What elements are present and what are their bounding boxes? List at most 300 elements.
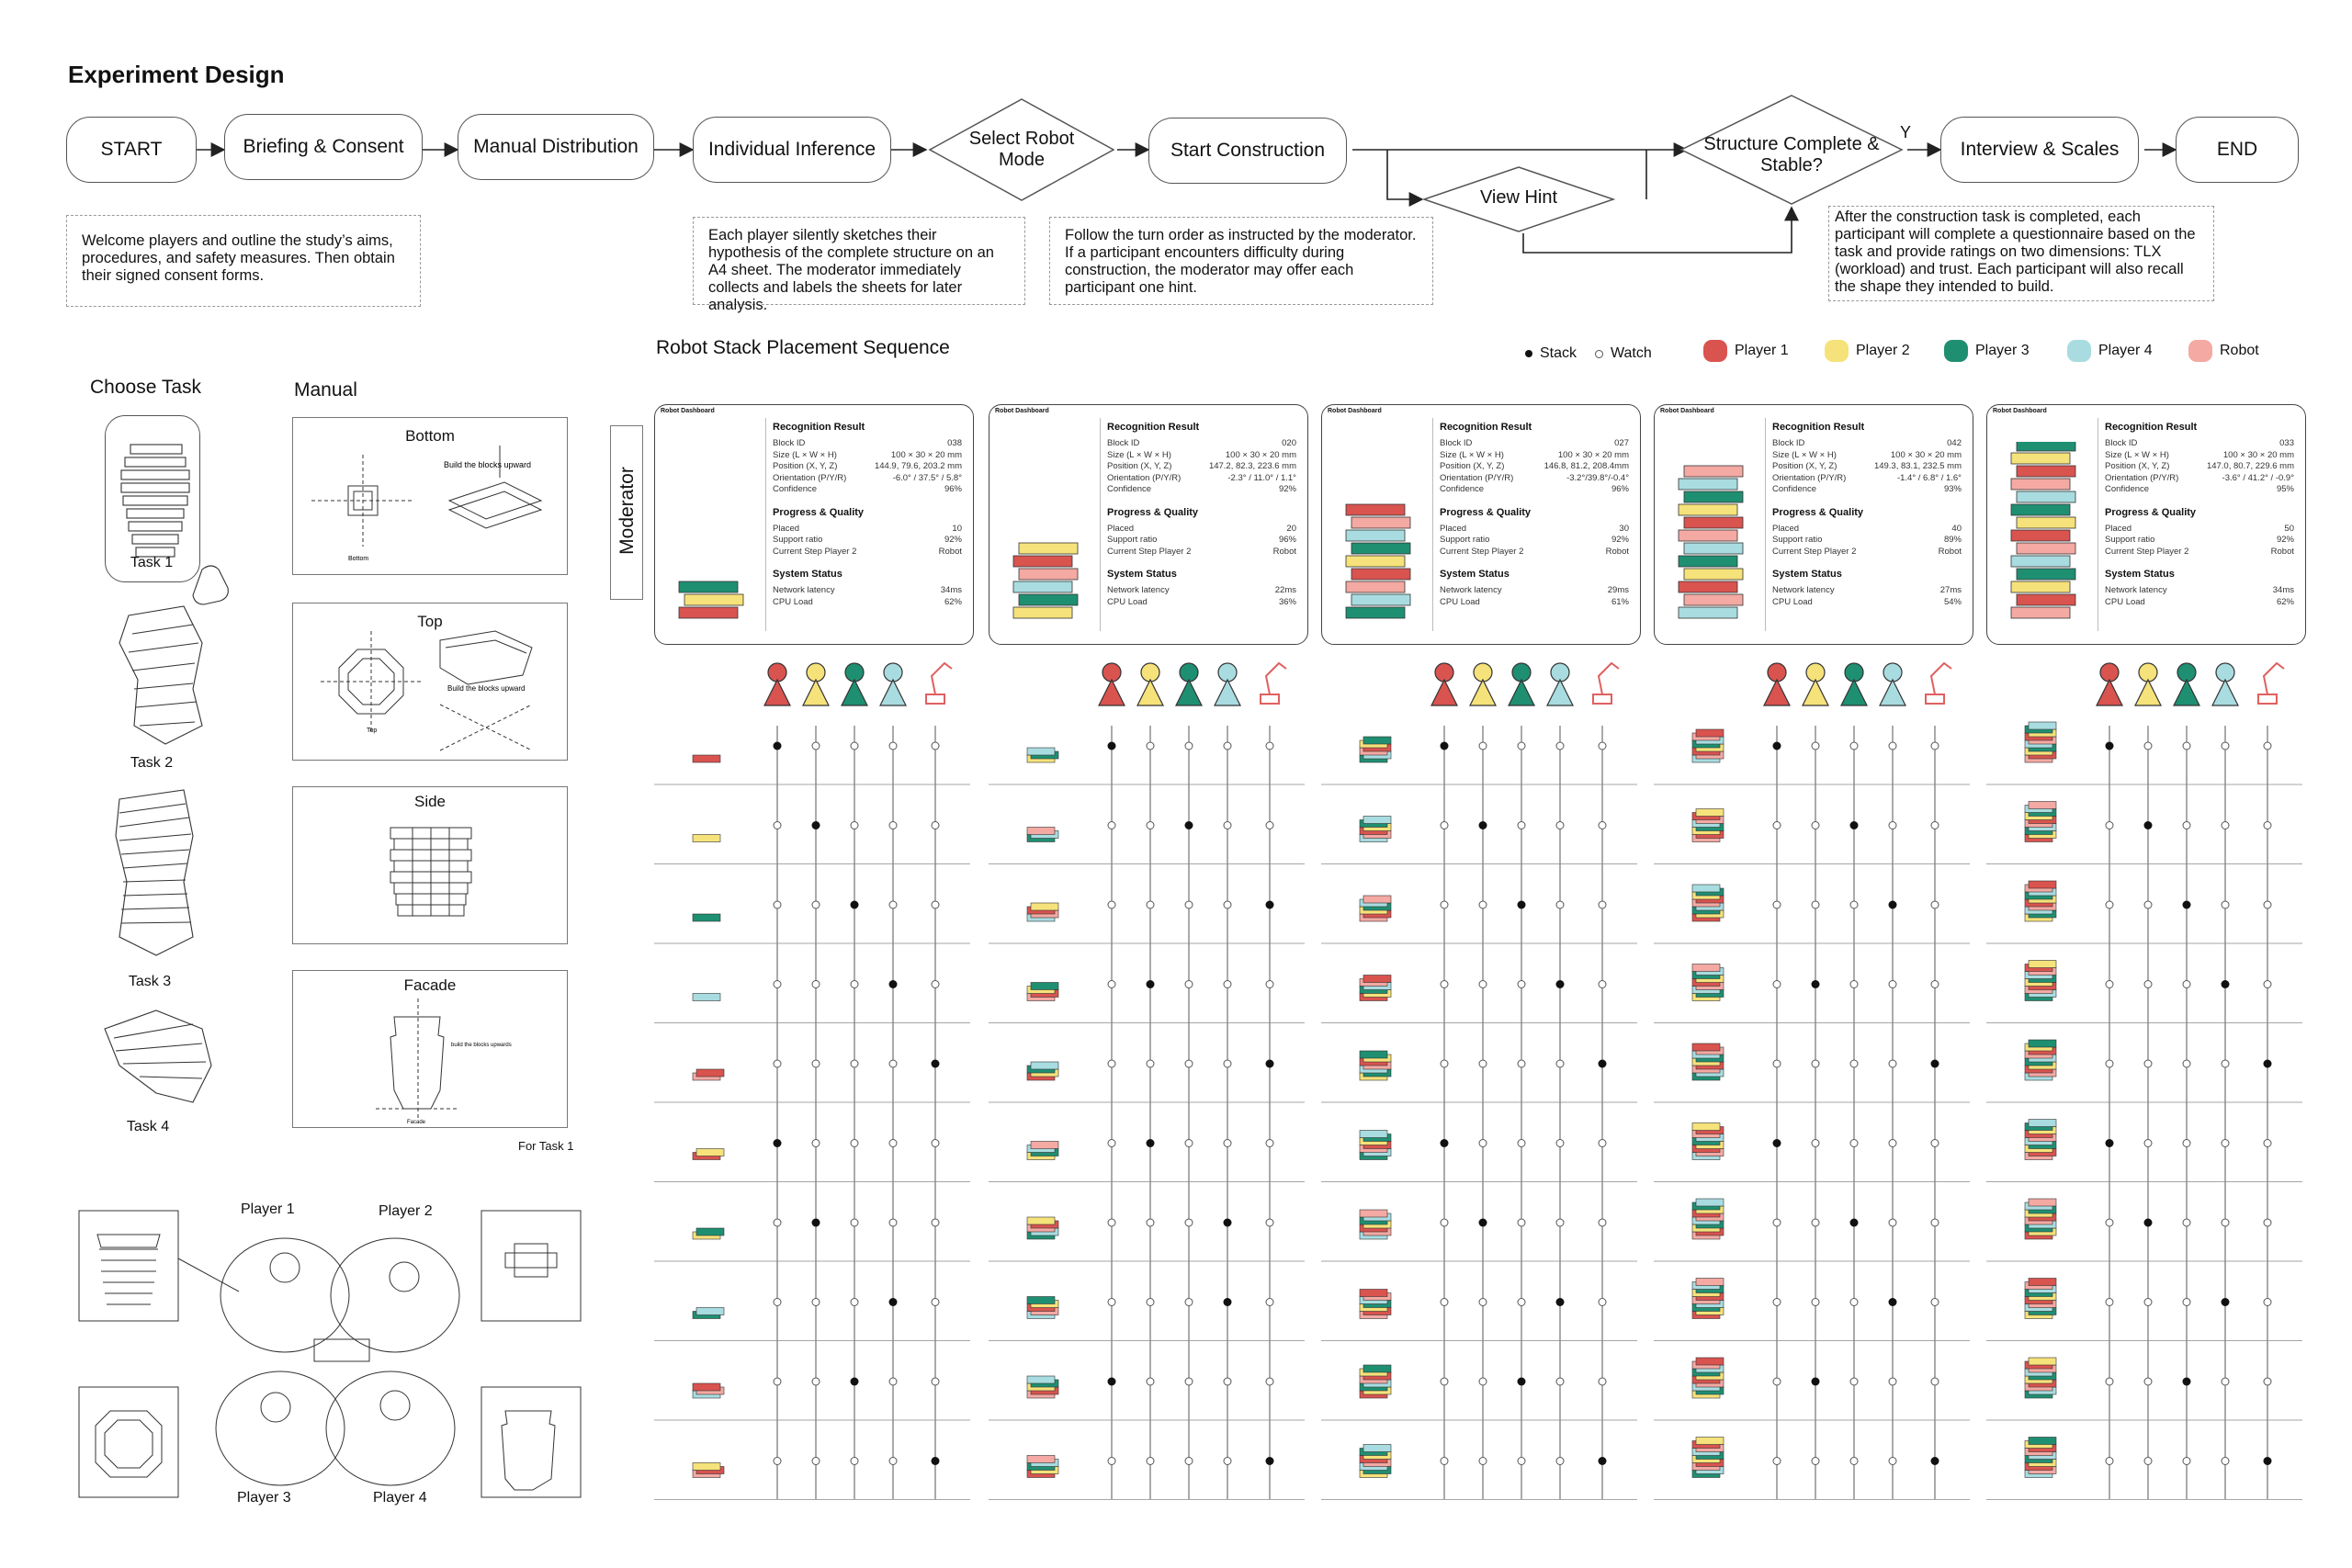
choose-task-label: Choose Task xyxy=(90,377,202,398)
stack-dot xyxy=(1266,901,1274,909)
watch-dot xyxy=(889,822,897,829)
svg-text:Build the blocks upward: Build the blocks upward xyxy=(444,460,532,469)
watch-dot xyxy=(774,1060,781,1067)
watch-dot xyxy=(1599,981,1606,988)
watch-dot xyxy=(1518,1060,1525,1067)
watch-dot xyxy=(1441,981,1448,988)
watch-dot xyxy=(851,1219,858,1226)
watch-dot xyxy=(1266,742,1273,750)
briefing-node: Briefing & Consent xyxy=(224,114,423,180)
player-1-body xyxy=(764,680,790,705)
sequence-block xyxy=(2029,802,2056,809)
watch-dot xyxy=(774,901,781,908)
sequence-block xyxy=(1027,748,1055,755)
watch-dot xyxy=(1889,1140,1896,1147)
dashboard-header: Robot Dashboard xyxy=(1993,408,2047,414)
watch-dot xyxy=(2222,1458,2229,1465)
watch-dot xyxy=(1479,981,1487,988)
watch-dot xyxy=(1556,1140,1564,1147)
watch-dot xyxy=(1147,742,1154,750)
stack-dot xyxy=(1931,1060,1939,1068)
player-3-body xyxy=(2174,680,2199,705)
stack-dot xyxy=(1266,1060,1274,1068)
watch-dot xyxy=(1518,981,1525,988)
player-1-body xyxy=(1764,680,1790,705)
sequence-block xyxy=(1696,1199,1724,1206)
after-note: After the construction task is completed, each participant will complete a questionnaire based on the task and provide ratings on two dimensions: TLX (workload) and trust. Each participant will also recall the shape they intended to build. xyxy=(1828,206,2214,301)
stack-dot xyxy=(1108,742,1116,750)
sequence-block xyxy=(2029,1040,2056,1047)
manual-facade-title: Facade xyxy=(403,976,457,994)
player-2-label: Player 2 xyxy=(379,1203,433,1219)
watch-dot xyxy=(1479,1458,1487,1465)
watch-dot xyxy=(2264,1219,2271,1226)
legend-player-2: Player 2 xyxy=(1825,340,1910,362)
dashboard-header: Robot Dashboard xyxy=(1660,408,1714,414)
legend-stack: Stack xyxy=(1525,345,1577,362)
sequence-title: Robot Stack Placement Sequence xyxy=(656,337,950,358)
stack-dot xyxy=(1441,742,1449,750)
sequence-block xyxy=(693,1463,720,1471)
dashboard-header: Robot Dashboard xyxy=(661,408,715,414)
watch-dot xyxy=(1147,822,1154,829)
stack-dot xyxy=(812,821,820,829)
turn-note: Follow the turn order as instructed by the moderator. If a participant encounters difficulty during construction, the moderator may offer each participant one hint. xyxy=(1049,217,1433,305)
watch-dot xyxy=(1108,1060,1115,1067)
stack-dot xyxy=(1518,1378,1526,1386)
watch-dot xyxy=(889,1140,897,1147)
sequence-block xyxy=(1027,1297,1055,1304)
sequence-block xyxy=(693,1383,720,1391)
watch-dot xyxy=(1812,901,1819,908)
watch-dot xyxy=(1812,1299,1819,1306)
sequence-block xyxy=(1360,1210,1387,1217)
watch-dot xyxy=(1479,742,1487,750)
watch-dot xyxy=(1185,1219,1193,1226)
watch-dot xyxy=(774,1378,781,1385)
watch-dot xyxy=(2144,1060,2152,1067)
watch-dot xyxy=(774,981,781,988)
watch-dot xyxy=(1224,1378,1231,1385)
watch-dot xyxy=(1556,822,1564,829)
watch-dot xyxy=(2264,742,2271,750)
watch-dot xyxy=(1266,1299,1273,1306)
watch-dot xyxy=(1599,742,1606,750)
stack-dot xyxy=(2144,821,2153,829)
sequence-block xyxy=(693,914,720,921)
watch-dot xyxy=(1850,981,1858,988)
sequence-block xyxy=(1696,1438,1724,1445)
stack-dot xyxy=(1773,742,1781,750)
watch-dot xyxy=(889,1219,897,1226)
sequence-block xyxy=(1031,1142,1058,1149)
svg-text:build the blocks upwards: build the blocks upwards xyxy=(451,1043,512,1048)
robot-dashboard: Robot Dashboard Recognition Result Block ID 042 Size (L × W × H) 100 × 30 × 20 mm Position (X, Y, Z) 149.3, 83.1, 232.5 mm Orientation (P/Y/R) -1.4° / 6.8° / 1.6° Confidence 93% Progress & Quality Placed 40 Support ratio 89% Current Step Player 2 Robot System Status Network latency 27ms CPU Load 54% xyxy=(1654,404,1973,645)
sequence-block xyxy=(1360,1290,1387,1297)
watch-dot xyxy=(2144,981,2152,988)
stack-dot xyxy=(2106,742,2114,750)
sequence-block xyxy=(1027,1217,1055,1224)
watch-dot xyxy=(2264,1299,2271,1306)
select-mode-decision: Select Robot Mode xyxy=(968,129,1075,170)
view-hint-decision: View Hint xyxy=(1479,187,1558,208)
watch-dot xyxy=(932,1299,939,1306)
watch-dot xyxy=(2106,1299,2113,1306)
watch-dot xyxy=(2144,1458,2152,1465)
watch-dot xyxy=(1556,1378,1564,1385)
sequence-block xyxy=(2029,1279,2056,1286)
stack-dot xyxy=(1599,1060,1607,1068)
stack-dot xyxy=(932,1060,940,1068)
player-3-body xyxy=(842,680,867,705)
stack-dot xyxy=(1889,901,1897,909)
watch-dot xyxy=(1889,1060,1896,1067)
stack-dot xyxy=(1266,1457,1274,1465)
sequence-block xyxy=(1696,1279,1724,1286)
watch-dot xyxy=(2222,1378,2229,1385)
watch-dot xyxy=(1518,1140,1525,1147)
watch-dot xyxy=(1931,981,1939,988)
watch-dot xyxy=(889,1458,897,1465)
stack-dot xyxy=(1479,1219,1487,1227)
sequence-block xyxy=(1692,1123,1720,1131)
stack-dot xyxy=(1850,821,1859,829)
robot-dashboard: Robot Dashboard Recognition Result Block ID 038 Size (L × W × H) 100 × 30 × 20 mm Position (X, Y, Z) 144.9, 79.6, 203.2 mm Orientation (P/Y/R) -6.0° / 37.5° / 5.8° Confidence 96% Progress & Quality Placed 10 Support ratio 92% Current Step Player 2 Robot System Status Network latency 34ms CPU Load 62% xyxy=(654,404,974,645)
stack-dot xyxy=(812,1219,820,1227)
stack-dot xyxy=(1599,1457,1607,1465)
stack-dot xyxy=(932,1457,940,1465)
watch-dot xyxy=(2222,1219,2229,1226)
watch-dot xyxy=(1479,1299,1487,1306)
legend-robot: Robot xyxy=(2188,340,2259,362)
watch-dot xyxy=(1773,901,1781,908)
watch-dot xyxy=(1518,1458,1525,1465)
watch-dot xyxy=(1224,1140,1231,1147)
watch-dot xyxy=(2183,1060,2190,1067)
sequence-block xyxy=(696,1149,724,1156)
watch-dot xyxy=(1479,1378,1487,1385)
watch-dot xyxy=(889,742,897,750)
watch-dot xyxy=(1599,1140,1606,1147)
manual-label: Manual xyxy=(294,379,357,400)
sequence-block xyxy=(1027,1456,1055,1463)
watch-dot xyxy=(1931,822,1939,829)
watch-dot xyxy=(1441,901,1448,908)
stack-dot xyxy=(889,980,898,988)
watch-dot xyxy=(1931,1378,1939,1385)
construction-node: Start Construction xyxy=(1148,118,1347,184)
stack-dot xyxy=(1850,1219,1859,1227)
sequence-block xyxy=(1360,1131,1387,1138)
watch-dot xyxy=(1812,822,1819,829)
watch-dot xyxy=(1850,1299,1858,1306)
watch-dot xyxy=(1773,981,1781,988)
watch-dot xyxy=(2264,901,2271,908)
stack-dot xyxy=(2222,980,2230,988)
watch-dot xyxy=(1185,1140,1193,1147)
stack-dot xyxy=(774,742,782,750)
watch-dot xyxy=(889,901,897,908)
watch-dot xyxy=(851,1458,858,1465)
welcome-note: Welcome players and outline the study’s aims, procedures, and safety measures. Then obtain their signed consent forms. xyxy=(66,215,421,307)
watch-dot xyxy=(812,742,820,750)
watch-dot xyxy=(1108,1458,1115,1465)
watch-dot xyxy=(1108,822,1115,829)
watch-dot xyxy=(1773,1219,1781,1226)
stack-dot xyxy=(1147,980,1155,988)
stack-dot xyxy=(1224,1219,1232,1227)
player-4-label: Player 4 xyxy=(373,1490,427,1506)
manual-side-title: Side xyxy=(413,793,447,810)
watch-dot xyxy=(2183,1458,2190,1465)
watch-dot xyxy=(812,981,820,988)
watch-dot xyxy=(812,1378,820,1385)
sequence-block xyxy=(1692,885,1720,892)
end-node: END xyxy=(2176,117,2299,183)
watch-dot xyxy=(1185,1378,1193,1385)
watch-dot xyxy=(932,1140,939,1147)
watch-dot xyxy=(932,901,939,908)
watch-dot xyxy=(2222,1060,2229,1067)
watch-dot xyxy=(1266,981,1273,988)
watch-dot xyxy=(1518,742,1525,750)
stack-dot xyxy=(851,1378,859,1386)
player-1-label: Player 1 xyxy=(241,1201,295,1217)
watch-dot xyxy=(1931,1219,1939,1226)
robot-arm-icon xyxy=(1261,663,1286,704)
sequence-block xyxy=(1031,1062,1058,1069)
sequence-block xyxy=(1696,1358,1724,1365)
watch-dot xyxy=(2106,1458,2113,1465)
watch-dot xyxy=(2222,822,2229,829)
player-4-body xyxy=(2212,680,2238,705)
stack-dot xyxy=(1108,1378,1116,1386)
watch-dot xyxy=(1441,1299,1448,1306)
watch-dot xyxy=(1812,742,1819,750)
sequence-block xyxy=(1363,1445,1391,1452)
watch-dot xyxy=(1147,1060,1154,1067)
watch-dot xyxy=(1441,1060,1448,1067)
watch-dot xyxy=(1266,1219,1273,1226)
complete-decision: Structure Complete & Stable? xyxy=(1703,134,1880,175)
svg-text:Top: Top xyxy=(367,728,378,734)
watch-dot xyxy=(2106,901,2113,908)
watch-dot xyxy=(932,822,939,829)
legend-player-3: Player 3 xyxy=(1944,340,2030,362)
watch-dot xyxy=(774,822,781,829)
task-4-label[interactable]: Task 4 xyxy=(126,1119,170,1134)
watch-dot xyxy=(812,1458,820,1465)
watch-dot xyxy=(851,981,858,988)
watch-dot xyxy=(1889,742,1896,750)
player-4-body xyxy=(1547,680,1573,705)
player-4-body xyxy=(1880,680,1905,705)
watch-dot xyxy=(2144,901,2152,908)
watch-dot xyxy=(1931,742,1939,750)
stack-dot xyxy=(1479,821,1487,829)
watch-dot xyxy=(851,1299,858,1306)
page-title: Experiment Design xyxy=(68,61,285,88)
watch-dot xyxy=(2106,1378,2113,1385)
sequence-block xyxy=(2029,1438,2056,1445)
watch-dot xyxy=(1889,1219,1896,1226)
watch-dot xyxy=(2264,1140,2271,1147)
stack-dot xyxy=(1931,1457,1939,1465)
task-2-label[interactable]: Task 2 xyxy=(130,755,174,771)
watch-dot xyxy=(2264,981,2271,988)
watch-dot xyxy=(1556,1458,1564,1465)
watch-dot xyxy=(889,1378,897,1385)
robot-arm-icon xyxy=(2258,663,2284,704)
watch-dot xyxy=(2144,1299,2152,1306)
watch-dot xyxy=(1108,981,1115,988)
sequence-block xyxy=(696,1069,724,1077)
watch-dot xyxy=(812,901,820,908)
watch-dot xyxy=(2222,742,2229,750)
stack-dot xyxy=(1889,1298,1897,1306)
watch-dot xyxy=(1185,742,1193,750)
watch-dot xyxy=(851,742,858,750)
task-1-label[interactable]: Task 1 xyxy=(130,555,174,570)
player-1-body xyxy=(2097,680,2122,705)
watch-dot xyxy=(1599,1219,1606,1226)
watch-dot xyxy=(1266,1378,1273,1385)
task-3-label[interactable]: Task 3 xyxy=(128,974,172,989)
watch-dot xyxy=(2264,1378,2271,1385)
stack-dot xyxy=(1556,1298,1565,1306)
watch-dot xyxy=(1441,822,1448,829)
sequence-block xyxy=(1363,896,1391,903)
watch-dot xyxy=(2183,1219,2190,1226)
watch-dot xyxy=(1224,981,1231,988)
watch-dot xyxy=(1599,901,1606,908)
watch-dot xyxy=(1147,1458,1154,1465)
manual-top-title: Top xyxy=(417,613,443,630)
sequence-block xyxy=(1692,1043,1720,1051)
sequence-block xyxy=(1696,729,1724,737)
watch-dot xyxy=(1185,901,1193,908)
watch-dot xyxy=(1185,981,1193,988)
watch-dot xyxy=(2183,1299,2190,1306)
stack-dot xyxy=(1441,1139,1449,1147)
watch-dot xyxy=(1518,822,1525,829)
watch-dot xyxy=(1556,1219,1564,1226)
watch-dot xyxy=(1773,1378,1781,1385)
watch-dot xyxy=(1108,1219,1115,1226)
watch-dot xyxy=(1479,1140,1487,1147)
sequence-block xyxy=(1027,828,1055,835)
stack-dot xyxy=(1518,901,1526,909)
legend-player-4: Player 4 xyxy=(2067,340,2153,362)
stack-dot xyxy=(1812,980,1820,988)
watch-dot xyxy=(1266,1140,1273,1147)
watch-dot xyxy=(2144,742,2152,750)
stack-dot xyxy=(2183,901,2191,909)
watch-dot xyxy=(889,1060,897,1067)
sequence-block xyxy=(1360,1051,1387,1058)
watch-dot xyxy=(1889,822,1896,829)
sequence-block xyxy=(2029,961,2056,968)
watch-dot xyxy=(812,1140,820,1147)
manual-bottom-title: Bottom xyxy=(405,427,455,445)
watch-dot xyxy=(2106,822,2113,829)
sequence-block xyxy=(1363,976,1391,983)
sequence-block xyxy=(696,1228,724,1235)
watch-dot xyxy=(1556,742,1564,750)
watch-dot xyxy=(932,742,939,750)
watch-dot xyxy=(1850,742,1858,750)
watch-dot xyxy=(2183,742,2190,750)
player-2-body xyxy=(1803,680,1828,705)
sequence-block xyxy=(1363,1365,1391,1372)
robot-dashboard: Robot Dashboard Recognition Result Block ID 027 Size (L × W × H) 100 × 30 × 20 mm Position (X, Y, Z) 146.8, 81.2, 208.4mm Orientation (P/Y/R) -3.2°/39.8°/-0.4° Confidence 96% Progress & Quality Placed 30 Support ratio 92% Current Step Player 2 Robot System Status Network latency 29ms CPU Load 61% xyxy=(1321,404,1641,645)
watch-dot xyxy=(1812,1060,1819,1067)
stack-dot xyxy=(2106,1139,2114,1147)
player-1-body xyxy=(1099,680,1125,705)
watch-dot xyxy=(1147,901,1154,908)
manual-node: Manual Distribution xyxy=(458,114,654,180)
watch-dot xyxy=(1556,1060,1564,1067)
stack-dot xyxy=(1812,1378,1820,1386)
watch-dot xyxy=(1441,1219,1448,1226)
watch-dot xyxy=(1812,1458,1819,1465)
watch-dot xyxy=(774,1219,781,1226)
sequence-block xyxy=(1031,983,1058,990)
sequence-block xyxy=(2029,1358,2056,1365)
dashboard-header: Robot Dashboard xyxy=(1328,408,1382,414)
watch-dot xyxy=(1599,1378,1606,1385)
dashboard-header: Robot Dashboard xyxy=(995,408,1049,414)
player-2-body xyxy=(1137,680,1163,705)
watch-dot xyxy=(932,1378,939,1385)
svg-text:Build the blocks upward: Build the blocks upward xyxy=(447,684,526,693)
stack-dot xyxy=(1185,821,1193,829)
player-3-label: Player 3 xyxy=(237,1490,291,1506)
watch-dot xyxy=(1889,1378,1896,1385)
watch-dot xyxy=(1224,1458,1231,1465)
watch-dot xyxy=(2106,981,2113,988)
player-3-body xyxy=(1509,680,1534,705)
for-task-caption: For Task 1 xyxy=(518,1139,574,1153)
watch-dot xyxy=(1479,901,1487,908)
watch-dot xyxy=(1185,1458,1193,1465)
watch-dot xyxy=(1441,1458,1448,1465)
watch-dot xyxy=(1850,1140,1858,1147)
player-2-body xyxy=(803,680,829,705)
watch-dot xyxy=(1556,901,1564,908)
sequence-block xyxy=(1031,903,1058,910)
watch-dot xyxy=(2144,1140,2152,1147)
player-4-body xyxy=(1215,680,1240,705)
stack-dot xyxy=(889,1298,898,1306)
watch-dot xyxy=(812,1299,820,1306)
watch-dot xyxy=(1850,901,1858,908)
watch-dot xyxy=(2183,1140,2190,1147)
watch-dot xyxy=(1518,1219,1525,1226)
watch-dot xyxy=(1147,1378,1154,1385)
inference-note: Each player silently sketches their hypothesis of the complete structure on an A4 sheet. The moderator immediately collects and labels the sheets for later analysis. xyxy=(693,217,1025,305)
watch-dot xyxy=(1147,1219,1154,1226)
watch-dot xyxy=(1773,1458,1781,1465)
sequence-block xyxy=(693,835,720,842)
sequence-block xyxy=(696,1308,724,1315)
stack-dot xyxy=(1773,1139,1781,1147)
start-node: START xyxy=(66,117,197,183)
sequence-block xyxy=(1027,1376,1055,1383)
watch-dot xyxy=(1147,1299,1154,1306)
stack-dot xyxy=(1556,980,1565,988)
watch-dot xyxy=(851,1060,858,1067)
